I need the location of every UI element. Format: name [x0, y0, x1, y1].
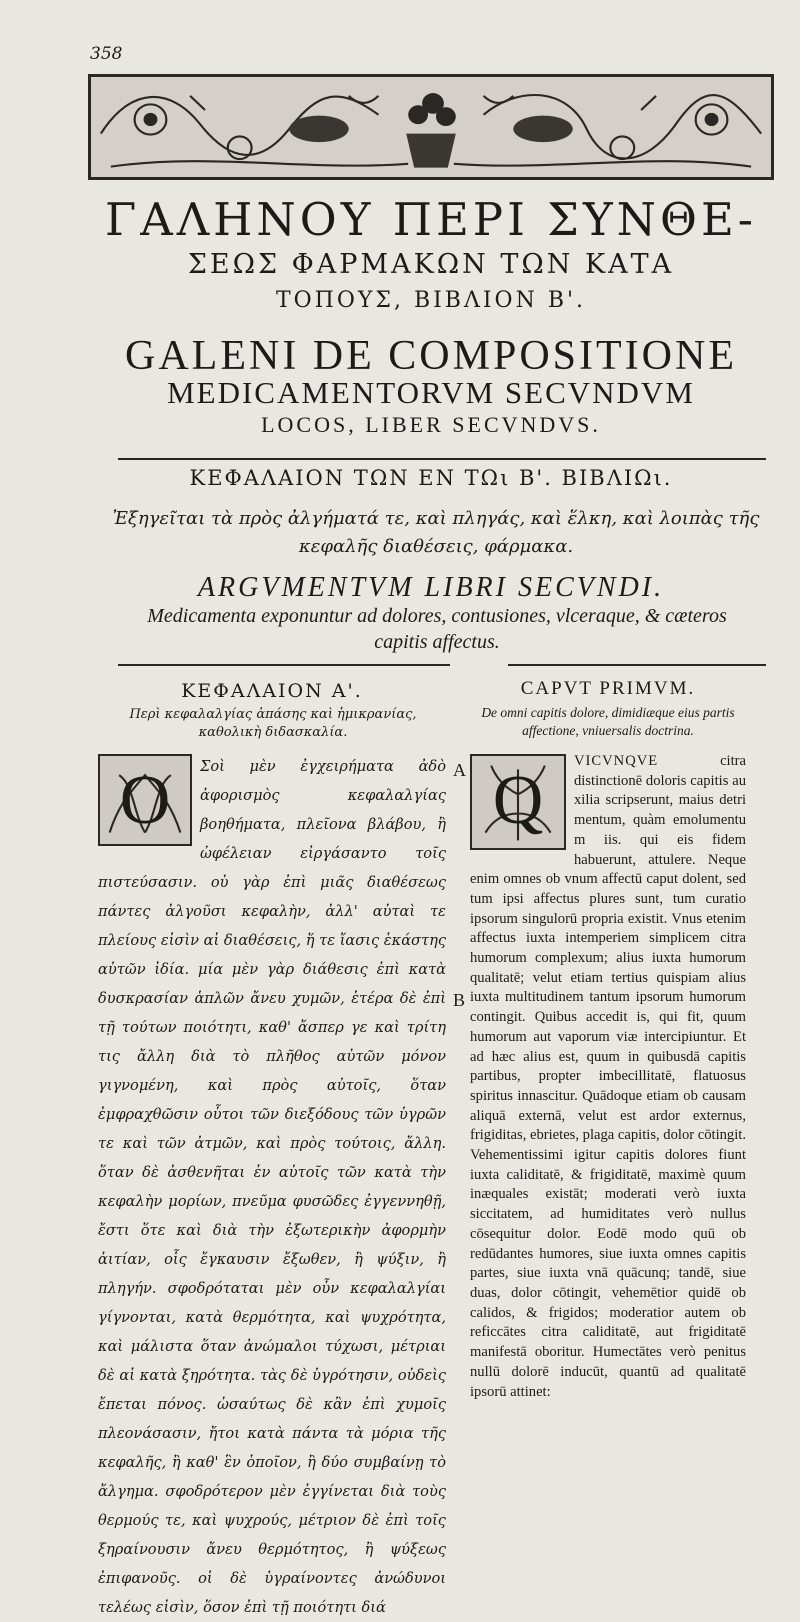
latin-chapter-heading: CAPVT PRIMVM. — [520, 678, 696, 699]
greek-title-line-2: ΣΕΩΣ ΦΑΡΜΑΚΩΝ ΤΩΝ ΚΑΤΑ — [187, 249, 675, 280]
latin-title-line-1: GALENI DE COMPOSITIONE — [125, 333, 737, 379]
greek-chapter-heading: ΚΕΦΑΛΑΙΟΝ Α'. — [181, 680, 363, 702]
margin-letter-a: A — [453, 760, 466, 780]
latin-body — [470, 752, 746, 1402]
greek-title-line-3: ΤΟΠΟΥΣ, ΒΙΒΛΙΟΝ Β'. — [275, 288, 587, 313]
latin-chapter-subtitle: De omni capitis dolore, dimidiæque eius partis affectione, vniuersalis doctrina. — [481, 705, 735, 738]
rule-left — [118, 664, 450, 666]
argument-heading: ARGVMENTVM LIBRI SECVNDI. — [197, 572, 665, 603]
greek-chapter-subtitle: Περὶ κεφαλαλγίας ἁπάσης καὶ ἡμικρανίας, καθολικὴ διδασκαλία. — [129, 707, 417, 740]
latin-dropcap-letter: Q — [492, 762, 544, 839]
rule-right — [508, 664, 766, 666]
ornamental-headpiece — [88, 74, 774, 180]
greek-title-line-1: ΓΑΛΗΝΟΥ ΠΕΡΙ ΣΥΝΘΕ- — [104, 193, 758, 246]
chapter-summary-heading: ΚΕΦΑΛΑΙΟΝ ΤΩΝ ΕΝ ΤΩι Β'. ΒΙΒΛΙΩι. — [189, 466, 673, 490]
rule-top — [118, 458, 766, 460]
greek-body — [98, 752, 446, 1622]
greek-body-text: Σοὶ μὲν ἐγχειρήματα ἀδὸ ἀφορισμὸς κεφαλαλγίας βοηθήματα, πλεῖονα βλάβου, ἢ ὠφέλειαν εἰργάσαντο τοῖς πιστεύσασιν. οὐ γὰρ ἐπὶ μιᾶς διαθέσεως πάντες ἀλγοῦσι κεφαλὴν, ἀλλ' αὐταὶ τε πλείους εἰσὶν αἱ διαθέσεις, ἥ τε ἴασις ἑκάστης αὐτῶν ἰδία. μία μὲν γὰρ διάθεσις ἐπὶ κατὰ δυσκρασίαν ἁπλῶν ἄνευ χυμῶν, ἑτέρα δὲ ἐπὶ τῇ τούτων ποιότητι, καθ' ἄσπερ γε καὶ τρίτη τις ἄλλη διὰ τὸ πλῆθος αὐτῶν μόνον γιγνομένη, καὶ πρὸς αὐτοῖς, ὅταν ἐμφραχθῶσιν οὗτοι τῶν διεξόδους τῶν ὑγρῶν τε καὶ τῶν ἀτμῶν, καὶ πρὸς τούτοις, ἄλλη. ὅταν δὲ ἀσθενῆται ἐν αὐτοῖς τῶν κατὰ τὴν κεφαλὴν μορίων, πνεῦμα φυσῶδες ἐγγεννηθῇ, ἔστι ὅτε καὶ διὰ τὴν ἐξωτερικὴν ἀφορμὴν ἀιτίαν, οἷς ἔγκαυσιν ἔξωθεν, ἢ ψύξιν, ἢ πληγήν. σφοδρόταται μὲν οὖν κεφαλαλγίαι γίγνονται, κατὰ θερμότητα, καὶ ψυχρότητα, καὶ μάλιστα ὅταν ἀνώμαλοι τύχωσι, μέτριαι δὲ αἱ κατὰ ξηρότητα. τὰς δὲ ὑγρότησιν, οὐδεὶς ἔπεται πόνος. ὡσαύτως δὲ κἂν ἐπὶ χυμοῖς πλεονάσασιν, ἤτοι κατὰ πάντα τὰ μόρια τῆς κεφαλῆς, ἢ καθ' ἓν ὁποῖον, ἢ δύο συμβαίνῃ τὸ ἄλγημα. σφοδρότερον μὲν ἐγγίνεται διὰ τοὺς θερμούς τε, καὶ ψυχρούς, μέτριον δὲ ἐπὶ τοῖς ξηραίνουσιν ἄνευ θερμότητος, ἢ ψύξεως ἐπιφανοῦς. οἱ δὲ ὑγραίνοντες ἀνώδυνοι τελέως εἰσὶν, ὅσον ἐπὶ τῇ ποιότητι διά — [98, 758, 446, 1616]
latin-body-text: citra distinctionē doloris capitis au xilia scripserunt, maius detri mentum, quàm emolumentu m iis. qui eis fidem habuerunt, attulere. Neque enim omnes ob vnum affectū caput dolent, sed tum ipsi affectus plures sunt, tum curatio ipsorum singulorū propria existit. Vnus etenim affectus iuxta intemperiem simplicem citra humorum complexum; alius iuxta humorum qualitatē; velut etiam tertius quispiam alius iuxta multitudinem tantum ipsorum humorum contingit. Quibus accedit is, qui fit, quum humorum aut vaporum viæ intercipiuntur. Et ad hæc alius est, quum in quibusdā capitis partibus, propter imbecillitatē, flatuosus spiritus innascitur. Quādoque etiam ob causam aliquā externā, velut est ardor externus, frigiditas, ebrietes, plaga capitis, dolor cōtingit. Vehementissimi igitur capitis dolores fiunt iuxta caliditatē, & frigiditatē, maximè quum inæquales existāt; moderati verò iuxta siccitatem, ad humiditates verò nullus cōsequitur dolor. Eodē modo quū ob redūdantes humores, siue iuxta omnes capitis partes, siue iuxta vnā quācunq; tandē, siue duas, dolor cōtingit, vehemētior quidē ob calidos, & frigidos; moderatior autem ob reficcātes citra caliditatē, aut frigiditatē manifestā oboritur. Humectātes verò penitus nullū dolorē inducūt, quantū ad qualitatē ipsorū attinet: — [470, 753, 746, 1400]
greek-dropcap — [98, 754, 192, 846]
latin-dropcap — [470, 754, 566, 850]
page-number: 358 — [90, 44, 123, 64]
latin-title-line-3: LOCOS, LIBER SECVNDVS. — [261, 412, 601, 437]
latin-title-line-2: MEDICAMENTORVM SECVNDVM — [167, 375, 695, 410]
argument-text: Medicamenta exponuntur ad dolores, contusiones, vlceraque, & cæteros capitis affectus. — [147, 605, 727, 653]
latin-body-start: VICVNQVE — [574, 753, 659, 769]
chapter-summary-text: Ἐξηγεῖται τὰ πρὸς ἀλγήματά τε, καὶ πληγάς, καὶ ἕλκη, καὶ λοιπὰς τῆς κεφαλῆς διαθέσεις, φάρμακα. — [112, 508, 760, 557]
margin-letter-b: B — [453, 990, 466, 1010]
greek-dropcap-letter: Ο — [119, 762, 171, 839]
